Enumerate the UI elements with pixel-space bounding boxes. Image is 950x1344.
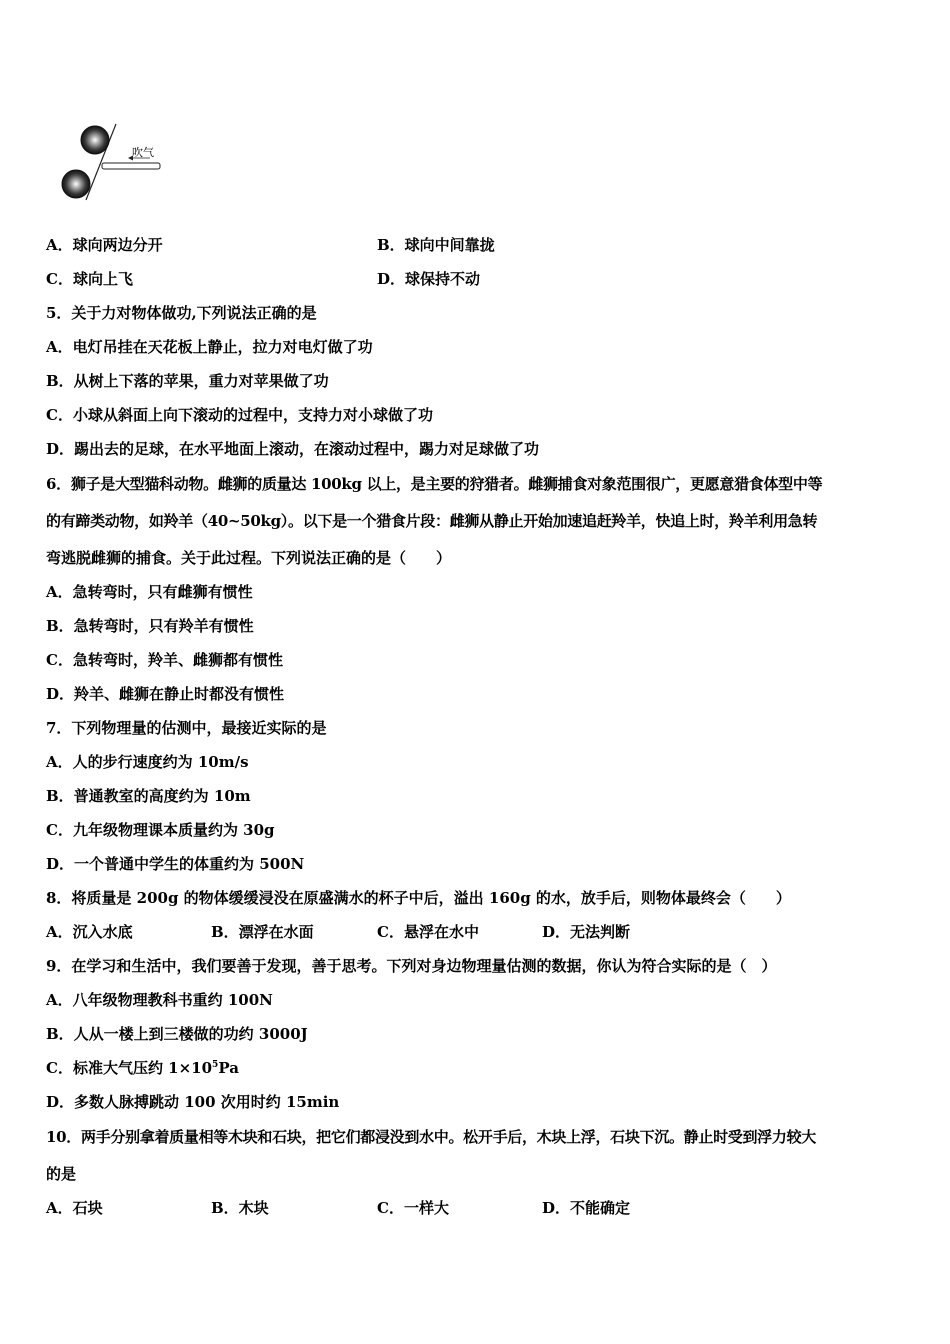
balls-diagram bbox=[58, 118, 168, 208]
two-balls-blowing-figure bbox=[58, 118, 168, 208]
q6-option-c: C．急转弯时，羚羊、雌狮都有惯性 bbox=[46, 651, 283, 669]
q4-option-b: B．球向中间靠拢 bbox=[377, 236, 495, 254]
q10-option-c: C．一样大 bbox=[377, 1199, 449, 1217]
q9-option-c-text: C．标准大气压约 1×10 bbox=[46, 1059, 213, 1077]
q7-option-d: D．一个普通中学生的体重约为 500N bbox=[46, 855, 305, 873]
q4-option-a: A．球向两边分开 bbox=[46, 236, 163, 254]
q6-option-b: B．急转弯时，只有羚羊有惯性 bbox=[46, 617, 254, 635]
q5-option-a: A．电灯吊挂在天花板上静止，拉力对电灯做了功 bbox=[46, 338, 373, 356]
q10-option-a: A．石块 bbox=[46, 1199, 103, 1217]
q8-option-a: A．沉入水底 bbox=[46, 923, 133, 941]
q9-option-d: D．多数人脉搏跳动 100 次用时约 15min bbox=[46, 1093, 340, 1111]
q8-option-c: C．悬浮在水中 bbox=[377, 923, 479, 941]
q7-option-a: A．人的步行速度约为 10m/s bbox=[46, 753, 249, 771]
q10-option-d: D．不能确定 bbox=[542, 1199, 631, 1217]
q5-option-d: D．踢出去的足球，在水平地面上滚动，在滚动过程中，踢力对足球做了功 bbox=[46, 440, 540, 458]
q5-stem: 5．关于力对物体做功,下列说法正确的是 bbox=[46, 304, 317, 322]
q7-option-c: C．九年级物理课本质量约为 30g bbox=[46, 821, 275, 839]
q10-option-b: B．木块 bbox=[211, 1199, 269, 1217]
q9-option-c-exponent: 5 bbox=[212, 1060, 219, 1070]
q9-stem: 9．在学习和生活中，我们要善于发现，善于思考。下列对身边物理量估测的数据，你认为符合实际的是（ ） bbox=[46, 957, 777, 975]
q9-option-a: A．八年级物理教科书重约 100N bbox=[46, 991, 273, 1009]
q6-option-a: A．急转弯时，只有雌狮有惯性 bbox=[46, 583, 253, 601]
q6-stem-line1: 6．狮子是大型猫科动物。雌狮的质量达 100kg 以上，是主要的狩猎者。雌狮捕食对象范围很广，更愿意猎食体型中等 bbox=[46, 475, 823, 493]
lower-ball bbox=[62, 170, 90, 198]
q7-option-b: B．普通教室的高度约为 10m bbox=[46, 787, 251, 805]
q4-option-c: C．球向上飞 bbox=[46, 270, 133, 288]
q8-stem: 8．将质量是 200g 的物体缓缓浸没在原盛满水的杯子中后，溢出 160g 的水，放手后，则物体最终会（ ） bbox=[46, 889, 791, 907]
q6-stem-line2: 的有蹄类动物，如羚羊（40~50kg）。以下是一个猎食片段：雌狮从静止开始加速追赶羚羊，快追上时，羚羊利用急转 bbox=[46, 512, 818, 530]
q10-stem-line1: 10．两手分别拿着质量相等木块和石块，把它们都浸没到水中。松开手后，木块上浮，石块下沉。静止时受到浮力较大 bbox=[46, 1128, 816, 1146]
q8-option-d: D．无法判断 bbox=[542, 923, 631, 941]
q5-option-b: B．从树上下落的苹果，重力对苹果做了功 bbox=[46, 372, 329, 390]
straw bbox=[102, 163, 160, 169]
q7-stem: 7．下列物理量的估测中，最接近实际的是 bbox=[46, 719, 327, 737]
blow-label: 吹气 bbox=[132, 146, 154, 159]
q6-option-d: D．羚羊、雌狮在静止时都没有惯性 bbox=[46, 685, 285, 703]
q9-option-b: B．人从一楼上到三楼做的功约 3000J bbox=[46, 1025, 308, 1043]
q6-stem-line3: 弯逃脱雌狮的捕食。关于此过程。下列说法正确的是（ ） bbox=[46, 549, 452, 567]
q5-option-c: C．小球从斜面上向下滚动的过程中，支持力对小球做了功 bbox=[46, 406, 433, 424]
q9-option-c-unit: Pa bbox=[218, 1059, 239, 1077]
q8-option-b: B．漂浮在水面 bbox=[211, 923, 314, 941]
q10-stem-line2: 的是 bbox=[46, 1165, 77, 1183]
q9-option-c bbox=[46, 1058, 239, 1078]
q4-option-d: D．球保持不动 bbox=[377, 270, 481, 288]
upper-ball bbox=[81, 126, 109, 154]
